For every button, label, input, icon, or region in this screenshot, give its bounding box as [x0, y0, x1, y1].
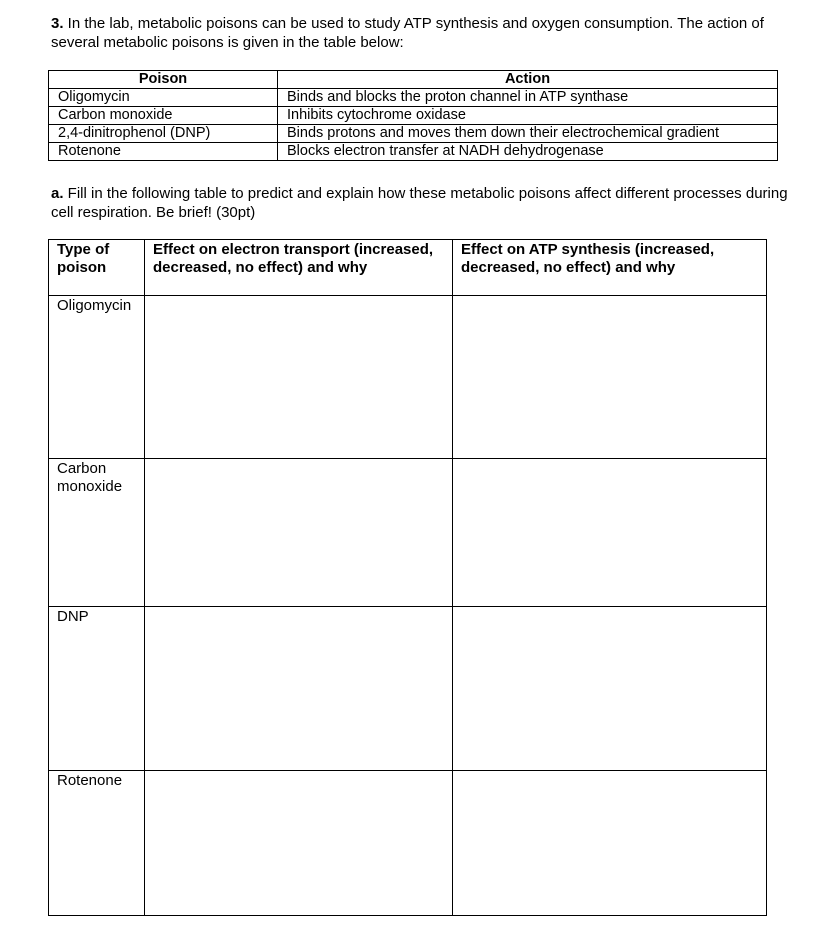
atp-synthesis-answer-cell[interactable]	[453, 607, 767, 771]
table-row	[49, 459, 767, 607]
poison-action-cell: Blocks electron transfer at NADH dehydrogenase	[278, 143, 778, 161]
action-column-header: Action	[278, 71, 778, 89]
poison-action-cell: Binds protons and moves them down their electrochemical gradient	[278, 125, 778, 143]
electron-transport-answer-cell[interactable]	[145, 607, 453, 771]
part-a-body: Fill in the following table to predict and explain how these metabolic poisons affect different processes during cell respiration. Be brief! (30pt)	[51, 185, 788, 221]
electron-transport-answer-cell[interactable]	[145, 296, 453, 459]
poison-type-cell: Oligomycin	[49, 296, 145, 459]
electron-transport-answer-cell[interactable]	[145, 459, 453, 607]
atp-synthesis-answer-cell[interactable]	[453, 296, 767, 459]
question-text	[51, 14, 791, 52]
table-row	[49, 296, 767, 459]
poison-name-cell: Oligomycin	[49, 89, 278, 107]
atp-synthesis-header: Effect on ATP synthesis (increased, decreased, no effect) and why	[453, 240, 767, 296]
question-number: 3.	[51, 15, 64, 32]
poison-table-header-row	[49, 71, 778, 89]
part-a-label: a.	[51, 185, 64, 202]
prediction-table-header-row	[49, 240, 767, 296]
prediction-table	[48, 239, 767, 916]
table-row	[49, 89, 778, 107]
question-body: In the lab, metabolic poisons can be used to study ATP synthesis and oxygen consumption. The action of several metabolic poisons is given in the table below:	[51, 15, 764, 51]
table-row	[49, 125, 778, 143]
poison-type-cell: Rotenone	[49, 771, 145, 916]
electron-transport-answer-cell[interactable]	[145, 771, 453, 916]
atp-synthesis-answer-cell[interactable]	[453, 771, 767, 916]
poison-name-cell: Carbon monoxide	[49, 107, 278, 125]
poison-action-cell: Binds and blocks the proton channel in ATP synthase	[278, 89, 778, 107]
atp-synthesis-answer-cell[interactable]	[453, 459, 767, 607]
poison-type-cell: Carbon monoxide	[49, 459, 145, 607]
poison-column-header: Poison	[49, 71, 278, 89]
electron-transport-header: Effect on electron transport (increased, decreased, no effect) and why	[145, 240, 453, 296]
table-row	[49, 107, 778, 125]
poison-type-cell: DNP	[49, 607, 145, 771]
poison-action-cell: Inhibits cytochrome oxidase	[278, 107, 778, 125]
table-row	[49, 143, 778, 161]
type-of-poison-header: Type of poison	[49, 240, 145, 296]
poison-name-cell: 2,4-dinitrophenol (DNP)	[49, 125, 278, 143]
poison-action-table	[48, 70, 778, 161]
table-row	[49, 771, 767, 916]
part-a-instructions	[51, 184, 791, 222]
table-row	[49, 607, 767, 771]
poison-name-cell: Rotenone	[49, 143, 278, 161]
